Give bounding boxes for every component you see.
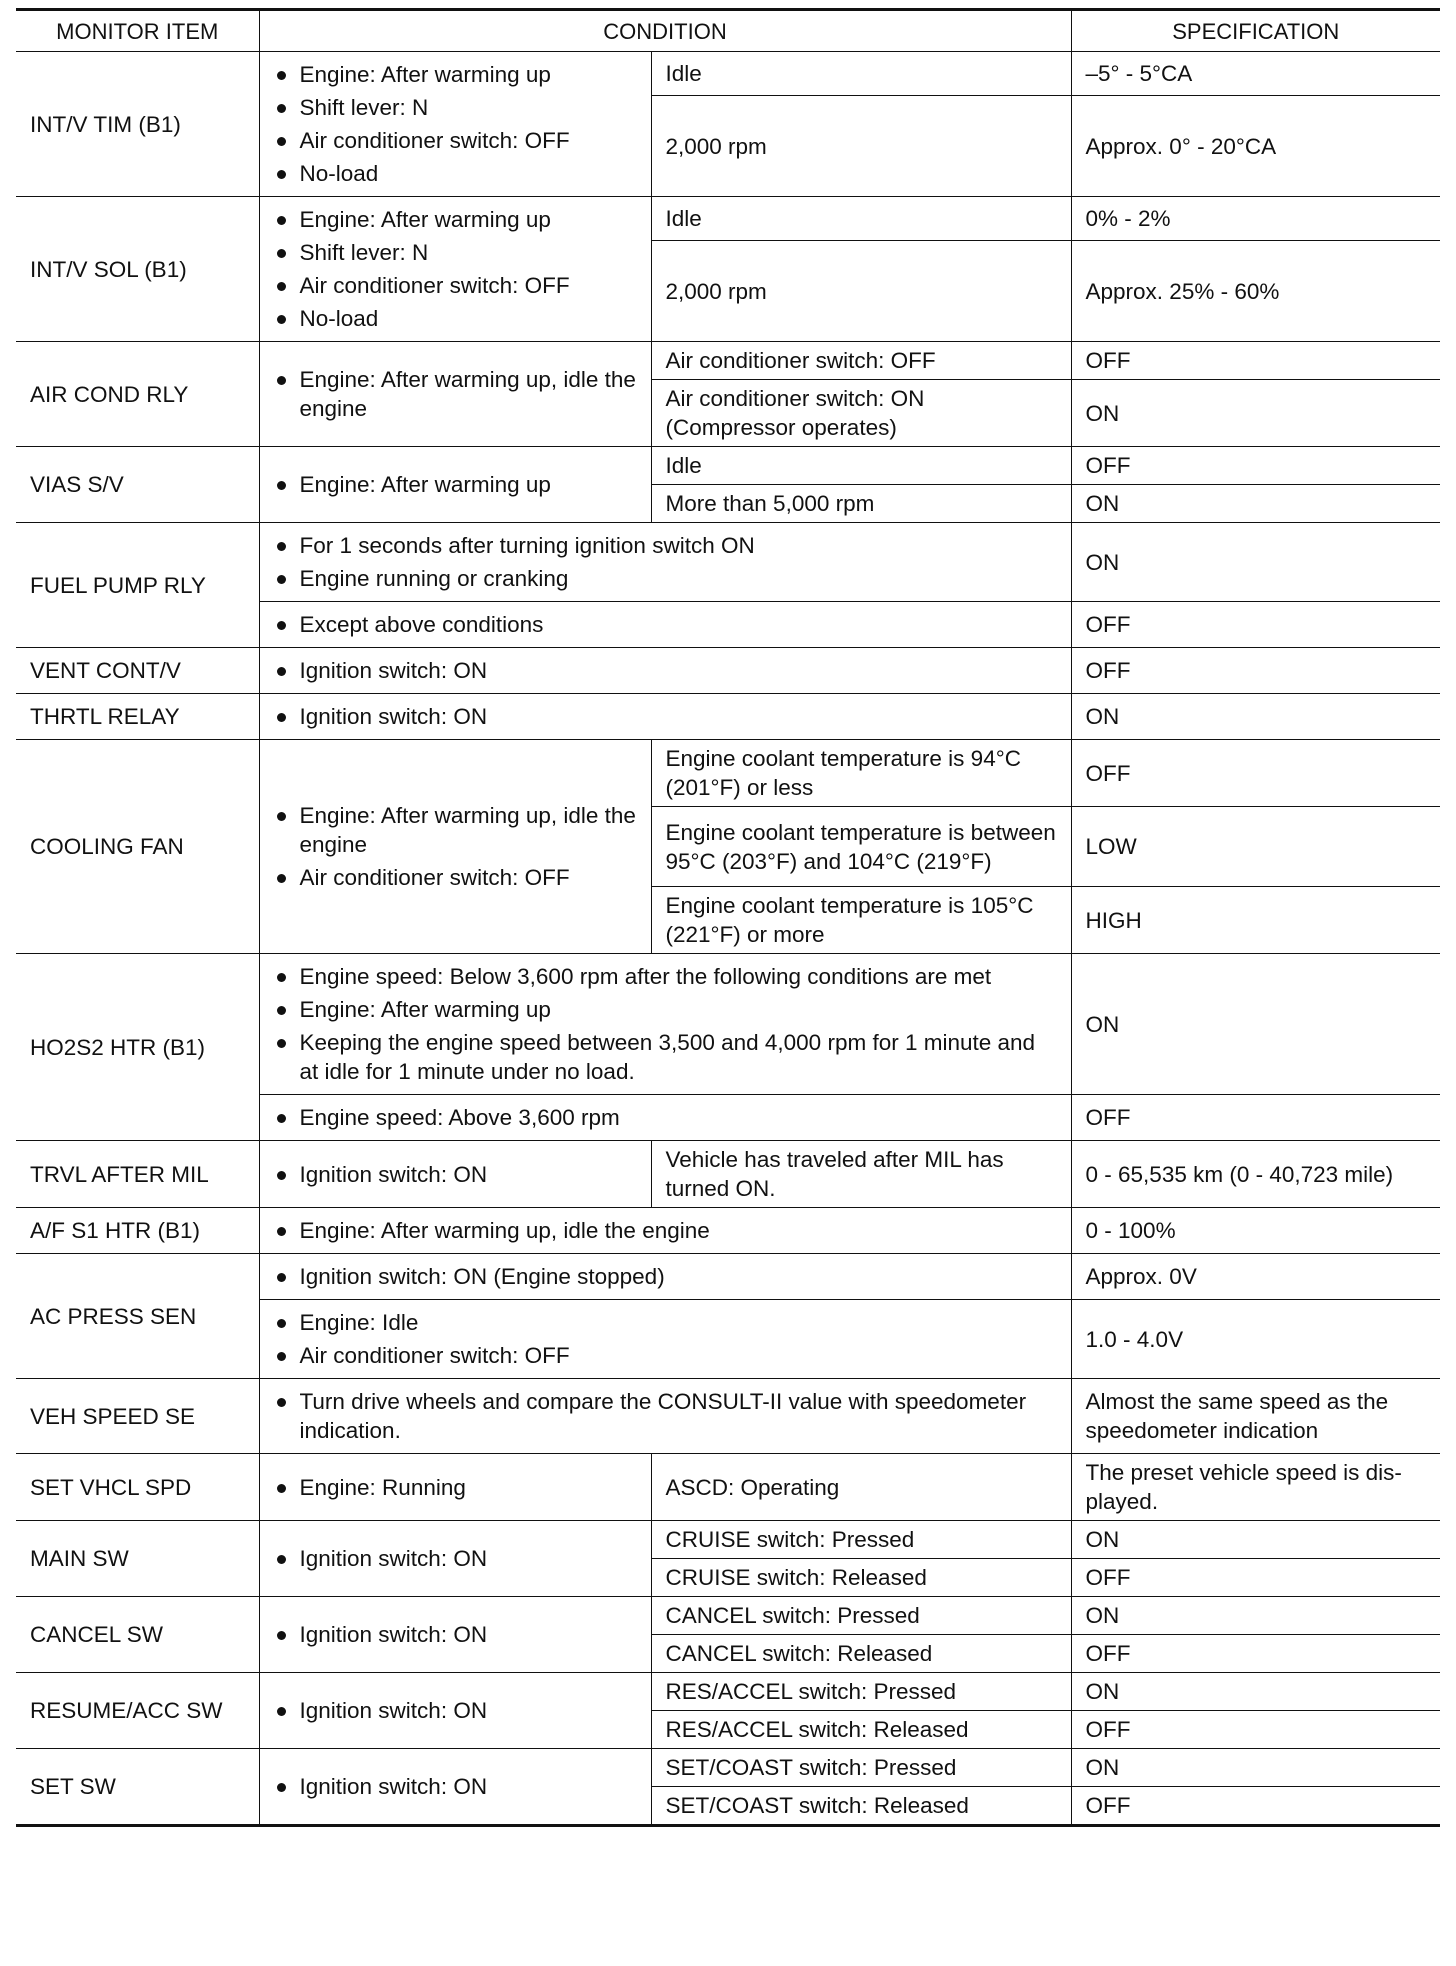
sub-condition-cell: Engine coolant temperature is 94°C (201°F) or less (651, 740, 1071, 807)
table-row (16, 740, 1440, 807)
specification-cell: OFF (1071, 1711, 1440, 1749)
condition-cell (259, 1300, 1071, 1379)
table-row (16, 523, 1440, 602)
monitor-item-cell: CANCEL SW (16, 1597, 259, 1673)
condition-bullet: Air conditioner switch: OFF (274, 863, 637, 892)
specification-cell: OFF (1071, 342, 1440, 380)
condition-bullet: Turn drive wheels and compare the CONSULT-II value with speedometer indication. (274, 1387, 1057, 1445)
condition-cell (259, 52, 651, 197)
condition-cell (259, 1749, 651, 1826)
monitor-item-cell: THRTL RELAY (16, 694, 259, 740)
table-row (16, 1521, 1440, 1559)
condition-cell (259, 648, 1071, 694)
specification-cell: ON (1071, 1597, 1440, 1635)
specification-cell: ON (1071, 954, 1440, 1095)
condition-bullet: Engine: After warming up, idle the engine (274, 801, 637, 859)
condition-bullet: Engine: After warming up (274, 995, 1057, 1024)
monitor-item-cell: TRVL AFTER MIL (16, 1141, 259, 1208)
condition-bullet: For 1 seconds after turning ignition switch ON (274, 531, 1057, 560)
monitor-item-cell: HO2S2 HTR (B1) (16, 954, 259, 1141)
specification-cell: ON (1071, 1673, 1440, 1711)
condition-bullet: No-load (274, 159, 637, 188)
condition-bullet: Shift lever: N (274, 93, 637, 122)
specification-cell: ON (1071, 1521, 1440, 1559)
sub-condition-cell: Idle (651, 197, 1071, 241)
condition-bullet: Engine: After warming up (274, 470, 637, 499)
specification-cell: 0 - 100% (1071, 1208, 1440, 1254)
table-row (16, 1141, 1440, 1208)
specification-cell: HIGH (1071, 887, 1440, 954)
condition-cell (259, 1254, 1071, 1300)
table-row (16, 954, 1440, 1095)
specification-cell: OFF (1071, 447, 1440, 485)
sub-condition-cell: Engine coolant temperature is between 95°C (203°F) and 104°C (219°F) (651, 807, 1071, 887)
condition-bullet: Ignition switch: ON (274, 656, 1057, 685)
condition-bullet: No-load (274, 304, 637, 333)
specification-cell: ON (1071, 523, 1440, 602)
condition-cell (259, 447, 651, 523)
specification-cell: ON (1071, 1749, 1440, 1787)
sub-condition-cell: Idle (651, 52, 1071, 96)
monitor-item-cell: AC PRESS SEN (16, 1254, 259, 1379)
condition-bullet: Engine: After warming up (274, 60, 637, 89)
specification-cell: OFF (1071, 1787, 1440, 1826)
condition-cell (259, 1379, 1071, 1454)
condition-cell (259, 1673, 651, 1749)
condition-cell (259, 342, 651, 447)
monitor-item-cell: VIAS S/V (16, 447, 259, 523)
table-row (16, 648, 1440, 694)
condition-cell (259, 740, 651, 954)
specification-cell: OFF (1071, 1635, 1440, 1673)
sub-condition-cell: Engine coolant temperature is 105°C (221°F) or more (651, 887, 1071, 954)
sub-condition-cell: More than 5,000 rpm (651, 485, 1071, 523)
condition-cell (259, 954, 1071, 1095)
header-specification: SPECIFICATION (1071, 10, 1440, 52)
monitor-item-cell: INT/V SOL (B1) (16, 197, 259, 342)
table-row (16, 1673, 1440, 1711)
table-row (16, 197, 1440, 241)
condition-cell (259, 1597, 651, 1673)
table-row (16, 1379, 1440, 1454)
header-condition: CONDITION (259, 10, 1071, 52)
monitor-item-cell: FUEL PUMP RLY (16, 523, 259, 648)
table-row (16, 1254, 1440, 1300)
condition-bullet: Keeping the engine speed between 3,500 and 4,000 rpm for 1 minute and at idle for 1 minute under no load. (274, 1028, 1057, 1086)
sub-condition-cell: RES/ACCEL switch: Released (651, 1711, 1071, 1749)
condition-bullet: Shift lever: N (274, 238, 637, 267)
condition-cell (259, 1141, 651, 1208)
specification-cell: –5° - 5°CA (1071, 52, 1440, 96)
monitor-item-cell: VENT CONT/V (16, 648, 259, 694)
sub-condition-cell: CRUISE switch: Pressed (651, 1521, 1071, 1559)
monitor-item-cell: SET VHCL SPD (16, 1454, 259, 1521)
table-row (16, 694, 1440, 740)
table-row (16, 1597, 1440, 1635)
specification-cell: Approx. 0° - 20°CA (1071, 96, 1440, 197)
condition-cell (259, 602, 1071, 648)
monitor-item-cell: RESUME/ACC SW (16, 1673, 259, 1749)
condition-bullet: Engine speed: Above 3,600 rpm (274, 1103, 1057, 1132)
condition-bullet: Engine: Idle (274, 1308, 1057, 1337)
sub-condition-cell: CANCEL switch: Released (651, 1635, 1071, 1673)
specification-cell: 0 - 65,535 km (0 - 40,723 mile) (1071, 1141, 1440, 1208)
sub-condition-cell: Vehicle has traveled after MIL has turned ON. (651, 1141, 1071, 1208)
condition-bullet: Ignition switch: ON (Engine stopped) (274, 1262, 1057, 1291)
specification-cell: ON (1071, 380, 1440, 447)
specification-cell: Approx. 25% - 60% (1071, 241, 1440, 342)
table-row (16, 52, 1440, 96)
condition-bullet: Ignition switch: ON (274, 1620, 637, 1649)
sub-condition-cell: SET/COAST switch: Released (651, 1787, 1071, 1826)
condition-bullet: Ignition switch: ON (274, 1772, 637, 1801)
sub-condition-cell: 2,000 rpm (651, 241, 1071, 342)
table-row (16, 1454, 1440, 1521)
table-row (16, 1749, 1440, 1787)
condition-bullet: Air conditioner switch: OFF (274, 126, 637, 155)
specification-cell: ON (1071, 485, 1440, 523)
condition-bullet: Engine: After warming up (274, 205, 637, 234)
condition-cell (259, 694, 1071, 740)
specification-cell: LOW (1071, 807, 1440, 887)
condition-cell (259, 1454, 651, 1521)
sub-condition-cell: 2,000 rpm (651, 96, 1071, 197)
sub-condition-cell: CRUISE switch: Released (651, 1559, 1071, 1597)
sub-condition-cell: SET/COAST switch: Pressed (651, 1749, 1071, 1787)
specification-cell: OFF (1071, 602, 1440, 648)
table-row (16, 342, 1440, 380)
condition-bullet: Engine: After warming up, idle the engine (274, 365, 637, 423)
table-row (16, 1208, 1440, 1254)
specification-cell: ON (1071, 694, 1440, 740)
monitor-item-cell: MAIN SW (16, 1521, 259, 1597)
table-header-row (16, 10, 1440, 52)
sub-condition-cell: Idle (651, 447, 1071, 485)
sub-condition-cell: Air conditioner switch: ON (Compressor operates) (651, 380, 1071, 447)
condition-cell (259, 1208, 1071, 1254)
sub-condition-cell: RES/ACCEL switch: Pressed (651, 1673, 1071, 1711)
monitor-item-cell: AIR COND RLY (16, 342, 259, 447)
condition-bullet: Engine: Running (274, 1473, 637, 1502)
specification-cell: 1.0 - 4.0V (1071, 1300, 1440, 1379)
monitor-item-cell: COOLING FAN (16, 740, 259, 954)
condition-bullet: Ignition switch: ON (274, 1544, 637, 1573)
condition-cell (259, 1095, 1071, 1141)
sub-condition-cell: Air conditioner switch: OFF (651, 342, 1071, 380)
monitor-item-cell: A/F S1 HTR (B1) (16, 1208, 259, 1254)
header-monitor-item: MONITOR ITEM (16, 10, 259, 52)
sub-condition-cell: ASCD: Operating (651, 1454, 1071, 1521)
condition-bullet: Air conditioner switch: OFF (274, 271, 637, 300)
specification-cell: OFF (1071, 1095, 1440, 1141)
condition-bullet: Engine running or cranking (274, 564, 1057, 593)
monitor-spec-table (16, 8, 1440, 1827)
condition-cell (259, 1521, 651, 1597)
condition-bullet: Ignition switch: ON (274, 702, 1057, 731)
specification-cell: OFF (1071, 648, 1440, 694)
condition-bullet: Ignition switch: ON (274, 1160, 637, 1189)
monitor-item-cell: INT/V TIM (B1) (16, 52, 259, 197)
monitor-item-cell: SET SW (16, 1749, 259, 1826)
condition-bullet: Engine: After warming up, idle the engine (274, 1216, 1057, 1245)
condition-bullet: Ignition switch: ON (274, 1696, 637, 1725)
monitor-item-cell: VEH SPEED SE (16, 1379, 259, 1454)
specification-cell: Approx. 0V (1071, 1254, 1440, 1300)
specification-cell: OFF (1071, 1559, 1440, 1597)
specification-cell: Almost the same speed as the speedometer indication (1071, 1379, 1440, 1454)
table-row (16, 447, 1440, 485)
specification-cell: OFF (1071, 740, 1440, 807)
condition-bullet: Except above conditions (274, 610, 1057, 639)
specification-cell: The preset vehicle speed is dis-played. (1071, 1454, 1440, 1521)
condition-bullet: Air conditioner switch: OFF (274, 1341, 1057, 1370)
sub-condition-cell: CANCEL switch: Pressed (651, 1597, 1071, 1635)
condition-bullet: Engine speed: Below 3,600 rpm after the following conditions are met (274, 962, 1057, 991)
condition-cell (259, 197, 651, 342)
condition-cell (259, 523, 1071, 602)
specification-cell: 0% - 2% (1071, 197, 1440, 241)
